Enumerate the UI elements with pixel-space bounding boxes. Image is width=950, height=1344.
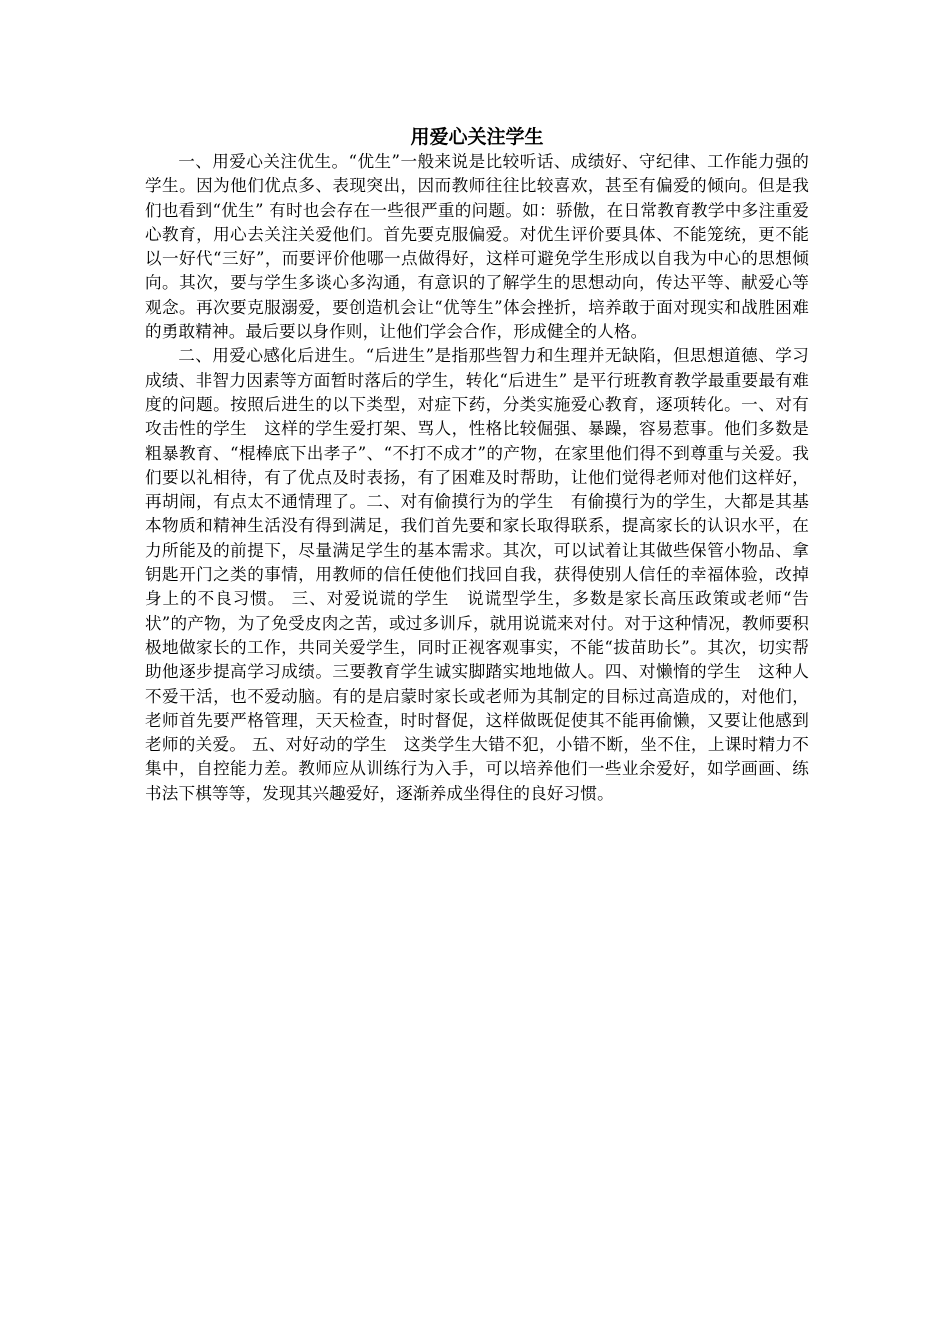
document-page [145, 124, 809, 806]
document-title: 用爱心关注学生 [410, 126, 544, 148]
paragraph-struggling-students: 二、用爱心感化后进生。“后进生”是指那些智力和生理并无缺陷，但思想道德、学习成绩、非智力因素等方面暂时落后的学生，转化“后进生” 是平行班教育教学最重要最有难度的问题。按照后进生的以下类型，对症下药，分类实施爱心教育，逐项转化。一、对有攻击性的学生 这样的学生爱打架、骂人，性格比较倔强、暴躁，容易惹事。他们多数是粗暴教育、“棍棒底下出孝子”、“不打不成才”的产物，在家里他们得不到尊重与关爱。我们要以礼相待，有了优点及时表扬，有了困难及时帮助，让他们觉得老师对他们这样好，再胡闹，有点太不通情理了。二、对有偷摸行为的学生 有偷摸行为的学生，大都是其基本物质和精神生活没有得到满足，我们首先要和家长取得联系，提高家长的认识水平，在力所能及的前提下，尽量满足学生的基本需求。其次，可以试着让其做些保管小物品、拿钥匙开门之类的事情，用教师的信任使他们找回自我，获得使别人信任的幸福体验，改掉身上的不良习惯。 三、对爱说谎的学生 说谎型学生，多数是家长高压政策或老师“告状”的产物，为了免受皮肉之苦，或过多训斥，就用说谎来对付。对于这种情况，教师要积极地做家长的工作，共同关爱学生，同时正视客观事实，不能“拔苗助长”。其次，切实帮助他逐步提高学习成绩。三要教育学生诚实脚踏实地地做人。四、对懒惰的学生 这种人不爱干活，也不爱动脑。有的是启蒙时家长或老师为其制定的目标过高造成的，对他们，老师首先要严格管理，天天检查，时时督促，这样做既促使其不能再偷懒，又要让他感到老师的关爱。 五、对好动的学生 这类学生大错不犯，小错不断，坐不住，上课时精力不集中，自控能力差。教师应从训练行为入手，可以培养他们一些业余爱好，如学画画、练书法下棋等等，发现其兴趣爱好，逐渐养成坐得住的良好习惯。 [145, 346, 809, 803]
paragraph-gifted-students: 一、用爱心关注优生。“优生”一般来说是比较听话、成绩好、守纪律、工作能力强的学生。因为他们优点多、表现突出，因而教师往往比较喜欢，甚至有偏爱的倾向。但是我们也看到“优生” 有时也会存在一些很严重的问题。如：骄傲，在日常教育教学中多注重爱心教育，用心去关注关爱他们。首先要克服偏爱。对优生评价要具体、不能笼统，更不能以一好代“三好”，而要评价他哪一点做得好，这样可避免学生形成以自我为中心的思想倾向。其次，要与学生多谈心多沟通，有意识的了解学生的思想动向，传达平等、献爱心等观念。再次要克服溺爱，要创造机会让“优等生”体会挫折，培养敢于面对现实和战胜困难的勇敢精神。最后要以身作则，让他们学会合作，形成健全的人格。 [145, 152, 809, 342]
